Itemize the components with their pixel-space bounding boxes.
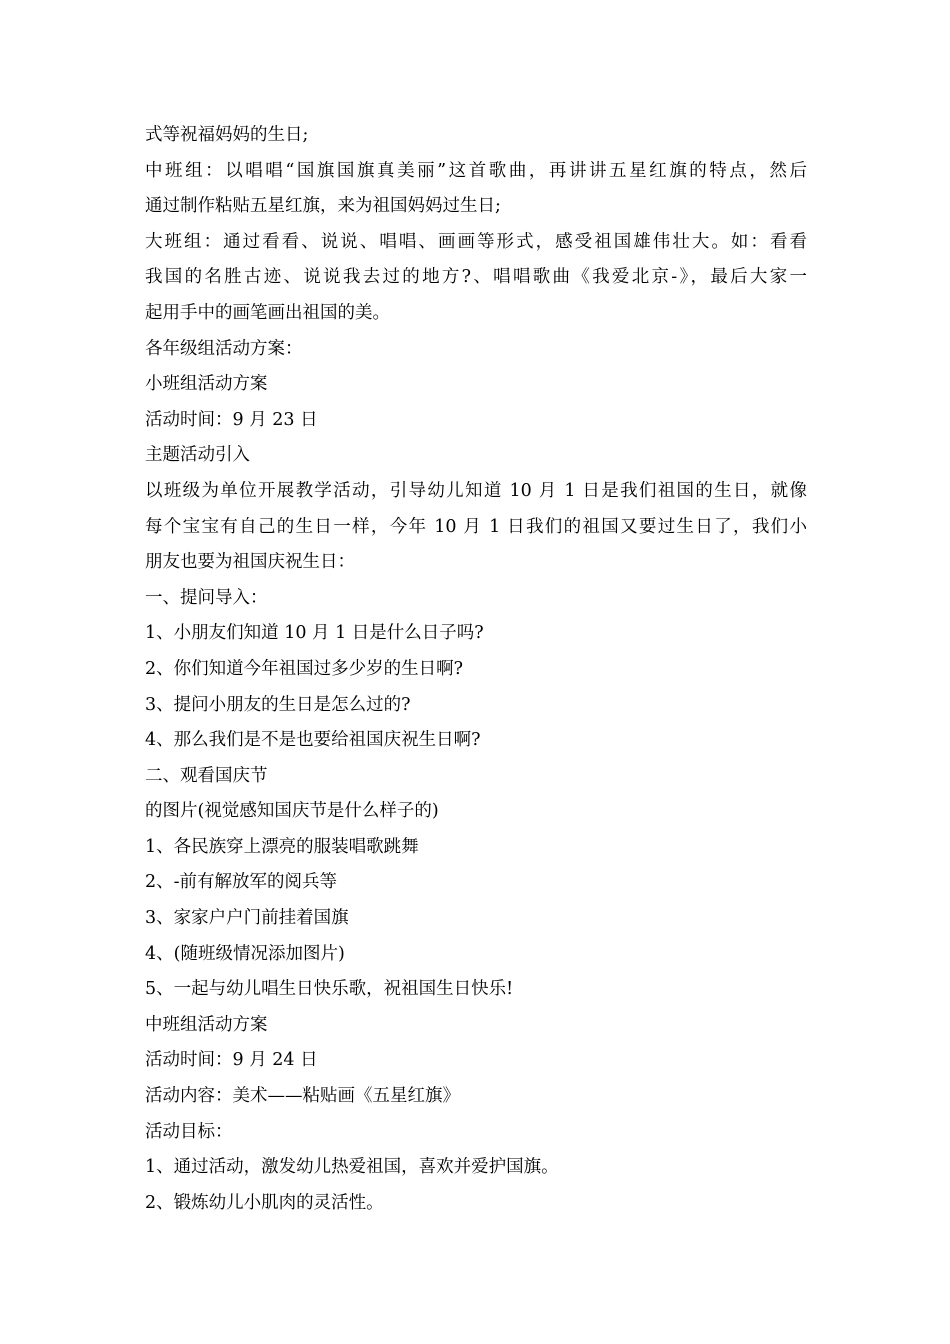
text-line: 活动时间：9 月 24 日 bbox=[145, 1050, 318, 1071]
text-line: 中班组：以唱唱“国旗国旗真美丽”这首歌曲，再讲讲五星红旗的特点，然后 bbox=[145, 160, 807, 181]
text-line: 主题活动引入 bbox=[145, 445, 250, 466]
text-line: 5、一起与幼儿唱生日快乐歌，祝祖国生日快乐! bbox=[145, 979, 514, 1000]
text-line: 活动内容：美术——粘贴画《五星红旗》 bbox=[145, 1086, 460, 1107]
text-line: 2、你们知道今年祖国过多少岁的生日啊? bbox=[145, 658, 464, 679]
document-page bbox=[145, 118, 807, 1221]
text-line: 的图片(视觉感知国庆节是什么样子的) bbox=[145, 801, 439, 822]
text-line: 我国的名胜古迹、说说我去过的地方?、唱唱歌曲《我爱北京-》，最后大家一 bbox=[145, 267, 807, 288]
text-line: 2、锻炼幼儿小肌肉的灵活性。 bbox=[145, 1192, 384, 1213]
text-line: 式等祝福妈妈的生日; bbox=[145, 125, 309, 145]
text-line: 二、观看国庆节 bbox=[145, 765, 268, 786]
text-line: 活动目标： bbox=[145, 1121, 233, 1142]
text-line: 中班组活动方案 bbox=[145, 1014, 268, 1035]
text-line: 2、-前有解放军的阅兵等 bbox=[145, 872, 338, 893]
text-line: 各年级组活动方案： bbox=[145, 338, 303, 359]
text-line: 3、提问小朋友的生日是怎么过的? bbox=[145, 694, 411, 715]
text-line: 朋友也要为祖国庆祝生日： bbox=[145, 552, 355, 573]
text-line: 1、小朋友们知道 10 月 1 日是什么日子吗? bbox=[145, 623, 484, 644]
text-line: 小班组活动方案 bbox=[145, 374, 268, 395]
text-line: 4、那么我们是不是也要给祖国庆祝生日啊? bbox=[145, 730, 481, 751]
text-line: 以班级为单位开展教学活动，引导幼儿知道 10 月 1 日是我们祖国的生日，就像 bbox=[145, 480, 807, 501]
text-line: 一、提问导入： bbox=[145, 587, 268, 608]
text-line: 通过制作粘贴五星红旗，来为祖国妈妈过生日; bbox=[145, 196, 501, 217]
text-line: 4、(随班级情况添加图片) bbox=[145, 943, 345, 964]
text-line: 每个宝宝有自己的生日一样，今年 10 月 1 日我们的祖国又要过生日了，我们小 bbox=[145, 516, 807, 537]
text-line: 大班组：通过看看、说说、唱唱、画画等形式，感受祖国雄伟壮大。如：看看 bbox=[145, 231, 807, 252]
text-line: 1、通过活动，激发幼儿热爱祖国，喜欢并爱护国旗。 bbox=[145, 1157, 559, 1178]
text-line: 起用手中的画笔画出祖国的美。 bbox=[145, 302, 390, 323]
text-line: 3、家家户户门前挂着国旗 bbox=[145, 908, 349, 929]
text-line: 活动时间：9 月 23 日 bbox=[145, 409, 318, 430]
text-line: 1、各民族穿上漂亮的服装唱歌跳舞 bbox=[145, 836, 419, 857]
